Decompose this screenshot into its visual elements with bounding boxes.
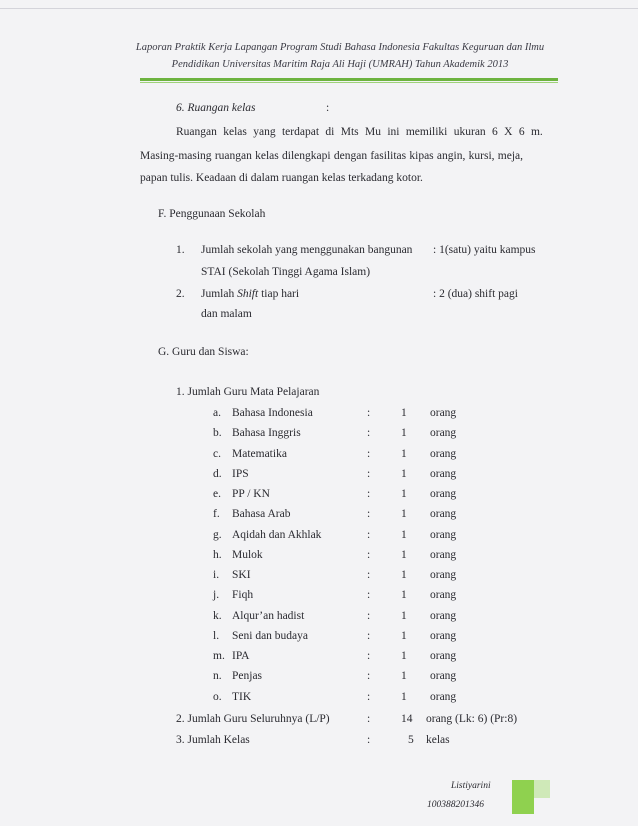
section-f-item-1-text: Jumlah sekolah yang menggunakan bangunan: [201, 244, 413, 256]
subject-name: Bahasa Inggris: [232, 427, 301, 439]
subject-unit: orang: [430, 610, 457, 622]
subject-colon: :: [367, 448, 371, 460]
subject-count: 1: [401, 508, 407, 520]
scan-edge: [0, 0, 638, 9]
subject-name: Alqur’an hadist: [232, 610, 305, 622]
subject-name: PP / KN: [232, 488, 270, 500]
section-6-line-1: Ruangan kelas yang terdapat di Mts Mu ini memiliki ukuran 6 X 6 m.: [176, 126, 543, 138]
section-f-item-2-value: : 2 (dua) shift pagi: [433, 288, 518, 300]
subject-letter: b.: [213, 427, 222, 439]
subject-name: Bahasa Arab: [232, 508, 291, 520]
section-g-sub-2: 2. Jumlah Guru Seluruhnya (L/P): [176, 713, 330, 725]
subject-colon: :: [367, 569, 371, 581]
signature-name: Listiyarini: [451, 781, 491, 791]
subject-name: SKI: [232, 569, 251, 581]
subject-count: 1: [401, 670, 407, 682]
subject-letter: m.: [213, 650, 225, 662]
section-f-item-2-num: 2.: [176, 288, 185, 300]
signature-id: 100388201346: [427, 800, 484, 810]
subject-count: 1: [401, 691, 407, 703]
subject-colon: :: [367, 508, 371, 520]
subject-count: 1: [401, 468, 407, 480]
subject-letter: d.: [213, 468, 222, 480]
subject-unit: orang: [430, 589, 457, 601]
subject-name: Penjas: [232, 670, 263, 682]
subject-count: 1: [401, 448, 407, 460]
section-6-colon: :: [326, 102, 330, 114]
subject-colon: :: [367, 529, 371, 541]
item-2-post: tiap hari: [258, 288, 300, 300]
subject-name: Aqidah dan Akhlak: [232, 529, 322, 541]
header-rule-thin: [140, 82, 558, 83]
subject-colon: :: [367, 610, 371, 622]
section-g-sub-3-colon: :: [367, 734, 371, 746]
subject-unit: orang: [430, 569, 457, 581]
subject-colon: :: [367, 427, 371, 439]
header-line-1: Laporan Praktik Kerja Lapangan Program Studi Bahasa Indonesia Fakultas Keguruan dan Ilmu: [135, 42, 545, 53]
subject-letter: j.: [213, 589, 220, 601]
subject-unit: orang: [430, 529, 457, 541]
section-f-item-1-cont: STAI (Sekolah Tinggi Agama Islam): [201, 266, 371, 278]
subject-count: 1: [401, 569, 407, 581]
subject-letter: n.: [213, 670, 222, 682]
subject-count: 1: [401, 589, 407, 601]
subject-colon: :: [367, 650, 371, 662]
item-2-pre: Jumlah: [201, 288, 238, 300]
subject-name: TIK: [232, 691, 252, 703]
subject-colon: :: [367, 670, 371, 682]
section-f-item-1-num: 1.: [176, 244, 185, 256]
section-6-line-2: Masing-masing ruangan kelas dilengkapi dengan fasilitas kipas angin, kursi, meja,: [140, 150, 524, 162]
subject-unit: orang: [430, 650, 457, 662]
subject-unit: orang: [430, 630, 457, 642]
subject-unit: orang: [430, 508, 457, 520]
subject-unit: orang: [430, 468, 457, 480]
section-f-item-1-value: : 1(satu) yaitu kampus: [433, 244, 536, 256]
light-green-decor-box: [534, 780, 550, 798]
subject-colon: :: [367, 691, 371, 703]
subject-name: Mulok: [232, 549, 263, 561]
subject-count: 1: [401, 407, 407, 419]
subject-letter: g.: [213, 529, 222, 541]
section-g-sub-2-colon: :: [367, 713, 371, 725]
header-line-2: Pendidikan Universitas Maritim Raja Ali Haji (UMRAH) Tahun Akademik 2013: [171, 59, 509, 70]
section-g-heading: G. Guru dan Siswa:: [158, 346, 249, 358]
subject-unit: orang: [430, 407, 457, 419]
subject-letter: l.: [213, 630, 220, 642]
section-f-heading: F. Penggunaan Sekolah: [158, 208, 266, 220]
subject-letter: k.: [213, 610, 222, 622]
section-g-sub-3-count: 5: [408, 734, 414, 746]
subject-count: 1: [401, 630, 407, 642]
section-6-heading: 6. Ruangan kelas: [176, 102, 256, 114]
section-g-sub-1: 1. Jumlah Guru Mata Pelajaran: [176, 386, 320, 398]
subject-unit: orang: [430, 448, 457, 460]
section-g-sub-3: 3. Jumlah Kelas: [176, 734, 250, 746]
subject-name: IPA: [232, 650, 250, 662]
subject-count: 1: [401, 610, 407, 622]
subject-letter: o.: [213, 691, 222, 703]
subject-name: Bahasa Indonesia: [232, 407, 313, 419]
subject-letter: e.: [213, 488, 221, 500]
section-6-line-3: papan tulis. Keadaan di dalam ruangan kelas terkadang kotor.: [140, 172, 423, 184]
header-rule: [140, 78, 558, 81]
subject-letter: i.: [213, 569, 220, 581]
subject-unit: orang: [430, 691, 457, 703]
subject-count: 1: [401, 549, 407, 561]
subject-name: Matematika: [232, 448, 287, 460]
subject-letter: f.: [213, 508, 220, 520]
section-g-sub-2-unit: orang (Lk: 6) (Pr:8): [426, 713, 518, 725]
subject-unit: orang: [430, 549, 457, 561]
subject-name: Seni dan budaya: [232, 630, 309, 642]
section-f-item-2-text: [201, 287, 299, 301]
item-2-italic: Shift: [237, 288, 259, 300]
subject-count: 1: [401, 529, 407, 541]
subject-colon: :: [367, 468, 371, 480]
subject-name: IPS: [232, 468, 249, 480]
subject-count: 1: [401, 488, 407, 500]
subject-unit: orang: [430, 670, 457, 682]
section-f-item-2-cont: dan malam: [201, 308, 252, 320]
subject-colon: :: [367, 630, 371, 642]
subject-colon: :: [367, 488, 371, 500]
subject-colon: :: [367, 407, 371, 419]
subject-letter: h.: [213, 549, 222, 561]
green-decor-box: [512, 780, 534, 814]
subject-unit: orang: [430, 427, 457, 439]
subject-count: 1: [401, 650, 407, 662]
subject-unit: orang: [430, 488, 457, 500]
subject-colon: :: [367, 549, 371, 561]
subject-letter: a.: [213, 407, 221, 419]
subject-count: 1: [401, 427, 407, 439]
section-g-sub-3-unit: kelas: [426, 734, 450, 746]
subject-letter: c.: [213, 448, 221, 460]
section-g-sub-2-count: 14: [401, 713, 413, 725]
subject-name: Fiqh: [232, 589, 254, 601]
subject-colon: :: [367, 589, 371, 601]
